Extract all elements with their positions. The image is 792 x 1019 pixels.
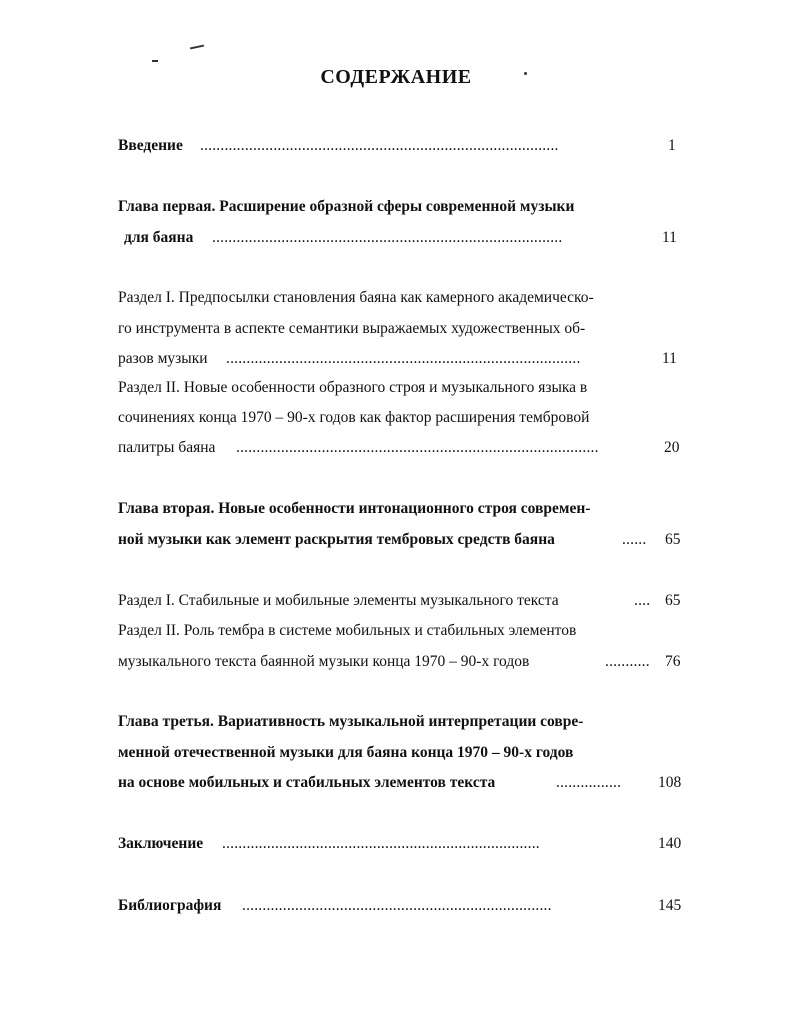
toc-s2-1-dots: .... bbox=[634, 592, 651, 609]
toc-s2-1-line1: Раздел I. Стабильные и мобильные элементы музыкального текста bbox=[118, 592, 559, 609]
toc-ch2-line2: ной музыки как элемент раскрытия тембровых средств баяна bbox=[118, 531, 555, 548]
toc-ch3-line1: Глава третья. Вариативность музыкальной интерпретации совре- bbox=[118, 713, 584, 730]
toc-ch2-dots: ...... bbox=[622, 531, 647, 548]
scan-speck bbox=[152, 60, 158, 62]
toc-s1-1-line3: разов музыки bbox=[118, 350, 208, 367]
toc-ch1-page: 11 bbox=[662, 229, 677, 246]
toc-s2-2-dots: ........... bbox=[605, 653, 650, 670]
toc-ch1-line1: Глава первая. Расширение образной сферы современной музыки bbox=[118, 198, 575, 215]
toc-ch3-line3: на основе мобильных и стабильных элементов текста bbox=[118, 774, 496, 791]
toc-ch3-line2: менной отечественной музыки для баяна конца 1970 – 90-х годов bbox=[118, 744, 574, 761]
toc-conclusion-label: Заключение bbox=[118, 835, 204, 852]
toc-s1-1-page: 11 bbox=[662, 350, 677, 367]
toc-s1-2-line1: Раздел II. Новые особенности образного строя и музыкального языка в bbox=[118, 379, 588, 396]
toc-ch1-line2: для баяна bbox=[124, 229, 194, 246]
page-title: СОДЕРЖАНИЕ bbox=[320, 66, 472, 88]
toc-bibliography-label: Библиография bbox=[118, 897, 222, 914]
toc-s2-2-page: 76 bbox=[665, 653, 681, 670]
toc-intro-label: Введение bbox=[118, 137, 183, 154]
toc-s1-2-page: 20 bbox=[664, 439, 680, 456]
scan-speck bbox=[190, 45, 204, 50]
toc-s1-2-dots: ......................................................................................... bbox=[236, 439, 599, 456]
toc-s1-2-line2: сочинениях конца 1970 – 90-х годов как фактор расширения тембровой bbox=[118, 409, 590, 426]
toc-intro-dots: ........................................................................................ bbox=[200, 137, 559, 154]
toc-s1-1-line2: го инструмента в аспекте семантики выражаемых художественных об- bbox=[118, 320, 586, 337]
toc-ch3-page: 108 bbox=[658, 774, 682, 791]
toc-s2-1-page: 65 bbox=[665, 592, 681, 609]
toc-s2-2-line1: Раздел II. Роль тембра в системе мобильных и стабильных элементов bbox=[118, 622, 577, 639]
toc-s2-2-line2: музыкального текста баянной музыки конца 1970 – 90-х годов bbox=[118, 653, 530, 670]
toc-s1-1-dots: ....................................................................................... bbox=[226, 350, 581, 367]
toc-s1-1-line1: Раздел I. Предпосылки становления баяна как камерного академическо- bbox=[118, 289, 594, 306]
toc-ch1-dots: ...................................................................................... bbox=[212, 229, 563, 246]
toc-ch2-line1: Глава вторая. Новые особенности интонационного строя современ- bbox=[118, 500, 591, 517]
toc-ch2-page: 65 bbox=[665, 531, 681, 548]
toc-ch3-dots: ................ bbox=[556, 774, 622, 791]
toc-bibliography-page: 145 bbox=[658, 897, 682, 914]
toc-intro-page: 1 bbox=[668, 137, 676, 154]
toc-conclusion-page: 140 bbox=[658, 835, 682, 852]
toc-s1-2-line3: палитры баяна bbox=[118, 439, 216, 456]
toc-bibliography-dots: ............................................................................ bbox=[242, 897, 552, 914]
toc-conclusion-dots: .............................................................................. bbox=[222, 835, 540, 852]
